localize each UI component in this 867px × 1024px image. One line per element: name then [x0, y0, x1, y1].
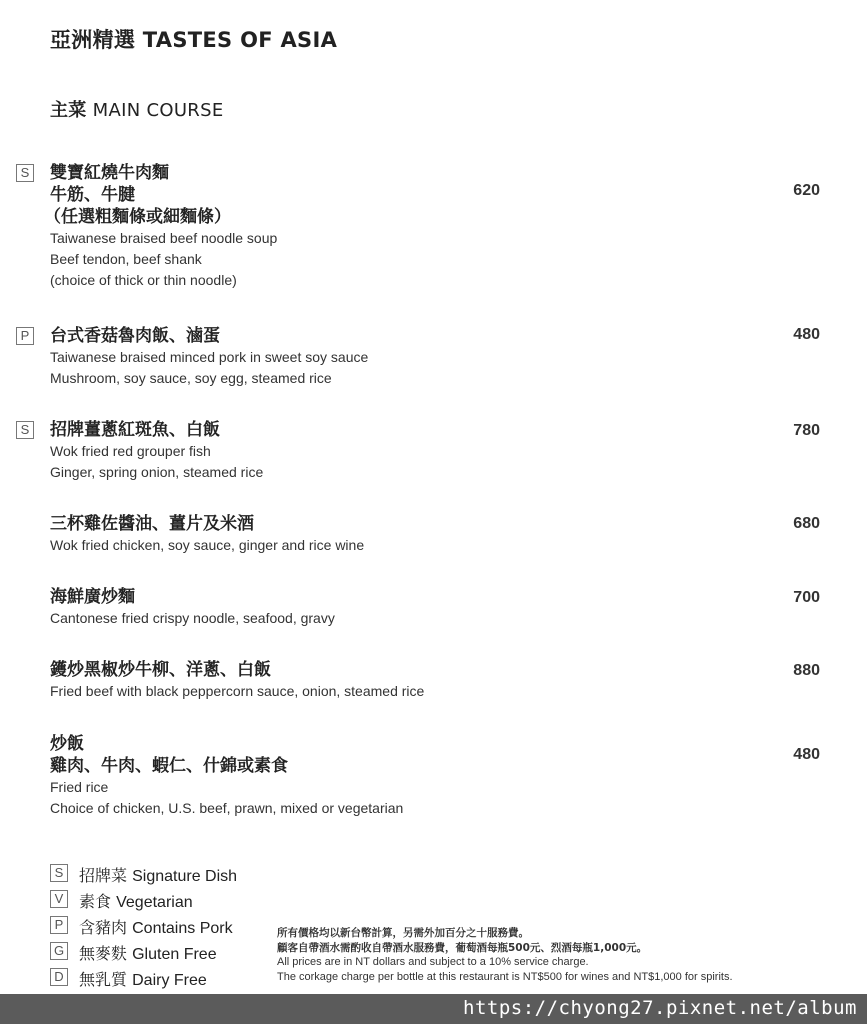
- dish-option-en: (choice of thick or thin noodle): [50, 272, 237, 288]
- dish-price: 680: [793, 515, 820, 532]
- contains-pork-badge: P: [16, 327, 34, 345]
- section-heading: [50, 96, 224, 122]
- dish-detail-en: Ginger, spring onion, steamed rice: [50, 464, 264, 480]
- dish-name-zh: 炒飯: [50, 734, 84, 754]
- signature-dish-badge: S: [16, 164, 34, 182]
- dish-name-zh: 鑊炒黑椒炒牛柳、洋蔥、白飯: [50, 660, 271, 680]
- section-heading-zh: 主菜: [50, 100, 87, 121]
- legend-label-zh: 招牌菜: [79, 866, 128, 885]
- legend-badge-p: P: [50, 916, 68, 934]
- dish-option-zh: （任選粗麵條或細麵條）: [44, 207, 231, 227]
- legend-label-en: Contains Pork: [132, 920, 233, 937]
- dish-price: 480: [793, 746, 820, 763]
- legend-badge-g: G: [50, 942, 68, 960]
- menu-item-fried-rice: [50, 733, 610, 819]
- note-corkage-en: The corkage charge per bottle at this restaurant is NT$500 for wines and NT$1,000 for spirits.: [277, 970, 733, 983]
- dish-name-en: Cantonese fried crispy noodle, seafood, gravy: [50, 610, 335, 626]
- dish-name-en: Fried rice: [50, 779, 109, 795]
- dish-detail-en: Beef tendon, beef shank: [50, 251, 202, 267]
- dish-price: 620: [793, 182, 820, 199]
- note-service-charge-zh: 所有價格均以新台幣計算，另需外加百分之十服務費。: [277, 927, 529, 939]
- section-heading-en: MAIN COURSE: [92, 100, 224, 121]
- legend-label-zh: 含豬肉: [79, 918, 128, 937]
- legend-badge-s: S: [50, 864, 68, 882]
- dish-detail-en: Choice of chicken, U.S. beef, prawn, mixed or vegetarian: [50, 800, 404, 816]
- menu-title: 亞洲精選 TASTES OF ASIA: [50, 28, 338, 52]
- dish-price: 880: [793, 662, 820, 679]
- legend-label-en: Dairy Free: [132, 972, 207, 989]
- watermark-url: https://chyong27.pixnet.net/album: [463, 997, 857, 1019]
- legend-label-en: Gluten Free: [132, 946, 217, 963]
- dish-name-en: Taiwanese braised beef noodle soup: [50, 230, 278, 246]
- dish-name-zh: 招牌薑蔥紅斑魚、白飯: [50, 420, 220, 440]
- dish-name-en: Fried beef with black peppercorn sauce, onion, steamed rice: [50, 683, 425, 699]
- dish-price: 700: [793, 589, 820, 606]
- dish-detail-en: Mushroom, soy sauce, soy egg, steamed rice: [50, 370, 332, 386]
- legend-badge-v: V: [50, 890, 68, 908]
- menu-item-beef-noodle: [44, 162, 610, 291]
- legend-label-en: Signature Dish: [132, 868, 238, 885]
- legend-label-zh: 素食: [79, 892, 112, 911]
- watermark-bar: [0, 994, 867, 1024]
- dish-detail-zh: 牛筋、牛腱: [50, 185, 135, 205]
- menu-item-three-cup-chicken: [50, 513, 610, 556]
- menu-item-braised-pork-rice: [50, 325, 610, 389]
- menu-item-seafood-noodle: [50, 586, 610, 629]
- dish-name-zh: 海鮮廣炒麵: [50, 587, 135, 607]
- dish-name-zh: 雙寶紅燒牛肉麵: [50, 163, 169, 183]
- dish-name-zh: 三杯雞佐醬油、薑片及米酒: [50, 514, 254, 534]
- legend-badge-d: D: [50, 968, 68, 986]
- dish-name-en: Wok fried chicken, soy sauce, ginger and rice wine: [50, 537, 365, 553]
- signature-dish-badge: S: [16, 421, 34, 439]
- legend-label-zh: 無乳質: [79, 970, 128, 989]
- dish-price: 480: [793, 326, 820, 343]
- dish-name-zh: 台式香菇魯肉飯、滷蛋: [50, 326, 220, 346]
- note-corkage-zh: 顧客自帶酒水需酌收自帶酒水服務費，葡萄酒每瓶500元、烈酒每瓶1,000元。: [277, 941, 648, 954]
- note-service-charge-en: All prices are in NT dollars and subject to a 10% service charge.: [277, 956, 589, 968]
- dish-detail-zh: 雞肉、牛肉、蝦仁、什錦或素食: [50, 756, 288, 776]
- dish-name-en: Taiwanese braised minced pork in sweet soy sauce: [50, 349, 369, 365]
- pricing-notes: [277, 926, 733, 984]
- legend-label-en: Vegetarian: [116, 894, 193, 911]
- menu-item-grouper-fish: [50, 419, 610, 483]
- menu-item-black-pepper-beef: [50, 659, 610, 702]
- dish-price: 780: [793, 422, 820, 439]
- legend-label-zh: 無麥麩: [79, 944, 128, 963]
- dish-name-en: Wok fried red grouper fish: [50, 443, 211, 459]
